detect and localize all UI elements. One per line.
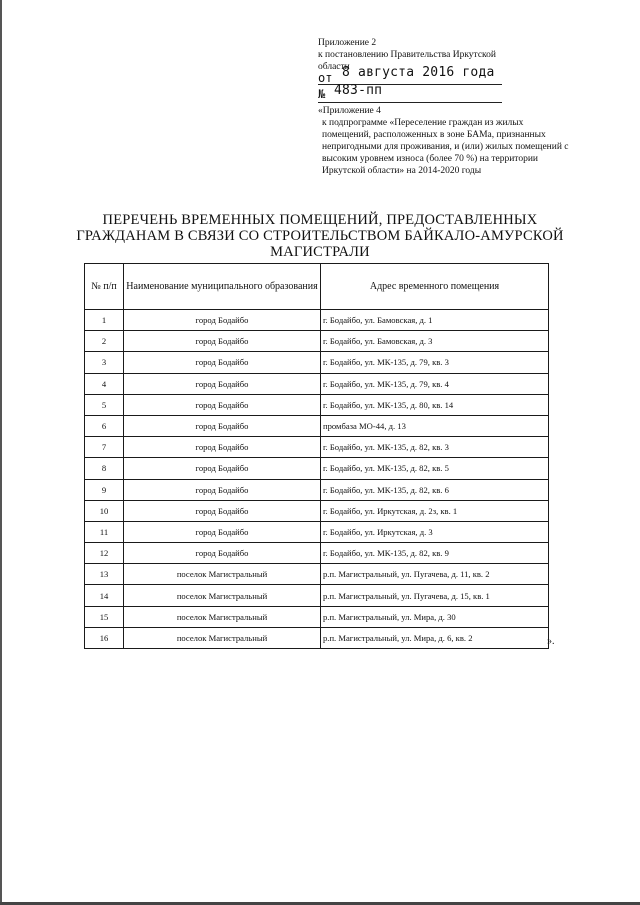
row-municipality: поселок Магистральный (124, 606, 321, 627)
table-header-row (85, 264, 549, 310)
row-address: г. Бодайбо, ул. МК-135, д. 79, кв. 3 (321, 352, 549, 373)
row-number: 7 (85, 437, 124, 458)
row-municipality: город Бодайбо (124, 543, 321, 564)
table-row (85, 415, 549, 436)
table-row (85, 585, 549, 606)
annex-resolution-line: к постановлению Правительства Иркутской (318, 50, 497, 60)
annex-region-line: области (318, 62, 350, 72)
number-underline (318, 102, 502, 103)
row-number: 16 (85, 627, 124, 648)
row-address: г. Бодайбо, ул. Иркутская, д. 2з, кв. 1 (321, 500, 549, 521)
title-line-2: ГРАЖДАНАМ В СВЯЗИ СО СТРОИТЕЛЬСТВОМ БАЙКАЛО-АМУРСКОЙ (76, 228, 564, 244)
row-number: 3 (85, 352, 124, 373)
row-number: 13 (85, 564, 124, 585)
row-municipality: город Бодайбо (124, 310, 321, 331)
row-address: р.п. Магистральный, ул. Мира, д. 30 (321, 606, 549, 627)
row-address: г. Бодайбо, ул. Иркутская, д. 3 (321, 521, 549, 542)
table-row (85, 437, 549, 458)
table-row (85, 521, 549, 542)
document-title (60, 212, 580, 260)
row-address: г. Бодайбо, ул. МК-135, д. 79, кв. 4 (321, 373, 549, 394)
annex-subprogram-description: к подпрограмме «Переселение граждан из жилых помещений, расположенных в зоне БАМа, признанных непригодными для проживания, и (или) жилых помещений с высоким уровнем износа (более 70 %) на территории Иркутской области» на 2014-2020 годы (322, 118, 569, 176)
row-municipality: город Бодайбо (124, 331, 321, 352)
row-municipality: город Бодайбо (124, 437, 321, 458)
table-row (85, 606, 549, 627)
resolution-number: 483-пп (334, 83, 383, 98)
table-row (85, 310, 549, 331)
row-address: р.п. Магистральный, ул. Пугачева, д. 11, кв. 2 (321, 564, 549, 585)
row-number: 12 (85, 543, 124, 564)
row-municipality: город Бодайбо (124, 500, 321, 521)
annex-header (318, 37, 578, 177)
number-prefix: № (318, 87, 326, 101)
table-row (85, 564, 549, 585)
row-address: г. Бодайбо, ул. Бамовская, д. 1 (321, 310, 549, 331)
row-number: 4 (85, 373, 124, 394)
annex-label: Приложение 2 (318, 38, 377, 48)
row-address: г. Бодайбо, ул. МК-135, д. 82, кв. 3 (321, 437, 549, 458)
row-address: р.п. Магистральный, ул. Мира, д. 6, кв. 2 (321, 627, 549, 648)
table-row (85, 394, 549, 415)
header-address: Адрес временного помещения (321, 264, 549, 310)
row-municipality: поселок Магистральный (124, 585, 321, 606)
table-body (85, 310, 549, 649)
row-municipality: город Бодайбо (124, 373, 321, 394)
title-line-1: ПЕРЕЧЕНЬ ВРЕМЕННЫХ ПОМЕЩЕНИЙ, ПРЕДОСТАВЛЕННЫХ (102, 212, 538, 228)
table-row (85, 543, 549, 564)
row-municipality: поселок Магистральный (124, 564, 321, 585)
row-address: г. Бодайбо, ул. МК-135, д. 82, кв. 5 (321, 458, 549, 479)
resolution-date: 8 августа 2016 года (342, 65, 495, 80)
row-number: 10 (85, 500, 124, 521)
table-row (85, 352, 549, 373)
row-address: промбаза МО-44, д. 13 (321, 415, 549, 436)
row-address: г. Бодайбо, ул. Бамовская, д. 3 (321, 331, 549, 352)
row-number: 15 (85, 606, 124, 627)
row-municipality: город Бодайбо (124, 458, 321, 479)
table-row (85, 458, 549, 479)
row-municipality: город Бодайбо (124, 479, 321, 500)
annex-number-row (318, 85, 578, 103)
row-number: 9 (85, 479, 124, 500)
table-row (85, 627, 549, 648)
row-number: 2 (85, 331, 124, 352)
row-number: 11 (85, 521, 124, 542)
scan-edge-left (0, 0, 2, 905)
annex-ref-label: «Приложение 4 (318, 106, 381, 116)
row-number: 5 (85, 394, 124, 415)
row-address: г. Бодайбо, ул. МК-135, д. 80, кв. 14 (321, 394, 549, 415)
table-row (85, 500, 549, 521)
table-row (85, 479, 549, 500)
header-number: № п/п (85, 264, 124, 310)
closing-quote-mark: ». (547, 636, 555, 647)
row-municipality: город Бодайбо (124, 352, 321, 373)
row-address: р.п. Магистральный, ул. Пугачева, д. 15, кв. 1 (321, 585, 549, 606)
title-line-3: МАГИСТРАЛИ (270, 244, 370, 260)
row-municipality: поселок Магистральный (124, 627, 321, 648)
premises-table (84, 263, 549, 649)
row-municipality: город Бодайбо (124, 394, 321, 415)
row-number: 14 (85, 585, 124, 606)
header-municipality: Наименование муниципального образования (124, 264, 321, 310)
row-municipality: город Бодайбо (124, 521, 321, 542)
row-number: 8 (85, 458, 124, 479)
table-row (85, 331, 549, 352)
row-number: 1 (85, 310, 124, 331)
row-address: г. Бодайбо, ул. МК-135, д. 82, кв. 9 (321, 543, 549, 564)
row-number: 6 (85, 415, 124, 436)
row-address: г. Бодайбо, ул. МК-135, д. 82, кв. 6 (321, 479, 549, 500)
row-municipality: город Бодайбо (124, 415, 321, 436)
date-prefix: от (318, 71, 333, 85)
table-row (85, 373, 549, 394)
